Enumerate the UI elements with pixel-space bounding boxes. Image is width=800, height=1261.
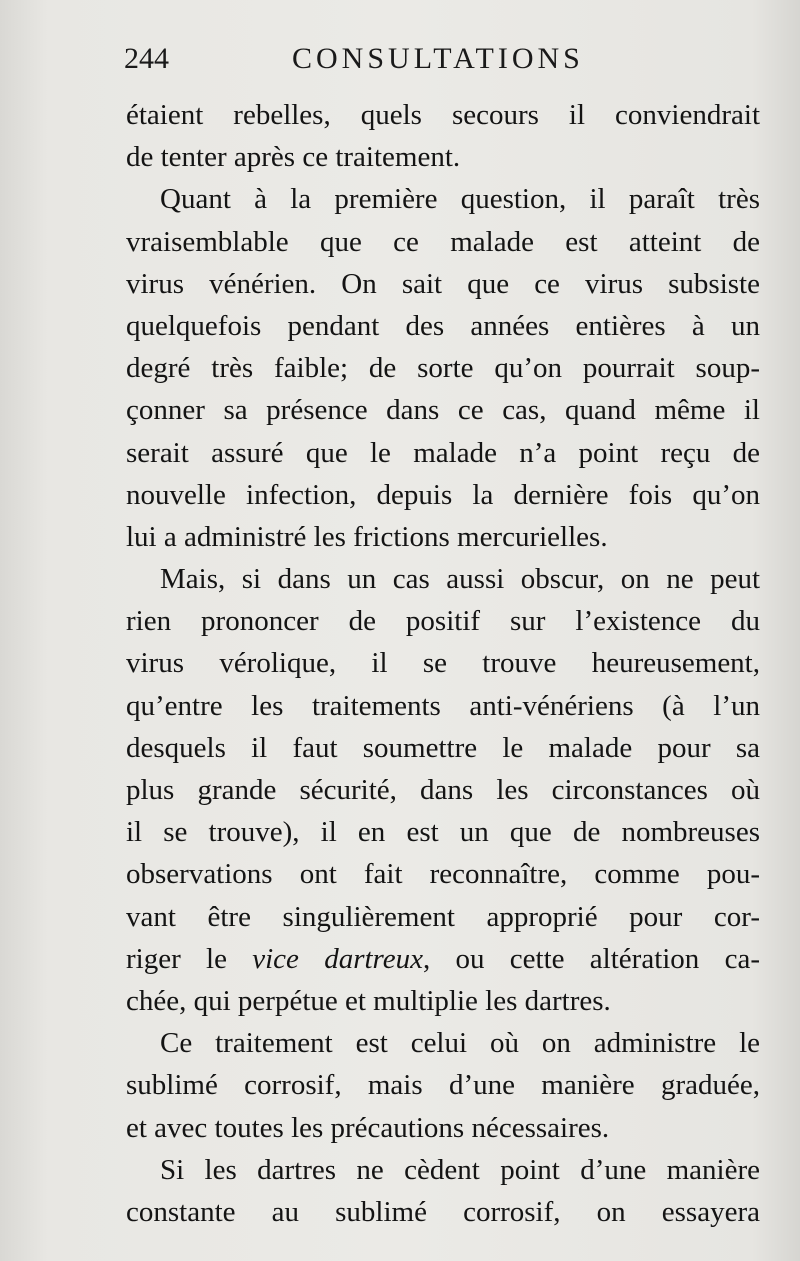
text-line	[126, 938, 760, 980]
text-line: virus vérolique, il se trouve heureusement,	[126, 647, 760, 680]
text-line: nouvelle infection, depuis la dernière fois qu’on	[126, 478, 760, 511]
text-line: il se trouve), il en est un que de nombreuses	[126, 816, 760, 849]
running-title: CONSULTATIONS	[292, 42, 584, 75]
text-line: rien prononcer de positif sur l’existence du	[126, 605, 760, 638]
text-line: lui a administré les frictions mercurielles.	[126, 520, 608, 553]
page-number: 244	[124, 42, 169, 75]
text-line: virus vénérien. On sait que ce virus subsiste	[126, 267, 760, 300]
text-line: Ce traitement est celui où on administre le	[160, 1027, 760, 1060]
text-line: de tenter après ce traitement.	[126, 141, 461, 174]
text-line: étaient rebelles, quels secours il conviendrait	[126, 99, 760, 131]
text-line: desquels il faut soumettre le malade pour sa	[126, 731, 760, 764]
text-line: plus grande sécurité, dans les circonstances où	[126, 774, 760, 806]
text-segment: riger le	[126, 942, 253, 975]
italic-phrase: vice dartreux	[252, 942, 423, 975]
text-line: serait assuré que le malade n’a point reçu de	[126, 436, 760, 469]
text-line: Mais, si dans un cas aussi obscur, on ne peut	[160, 563, 760, 596]
text-line: quelquefois pendant des années entières à un	[126, 309, 760, 342]
text-segment: , ou cette altération ca-	[422, 942, 760, 975]
text-line: chée, qui perpétue et multiplie les dartres.	[126, 984, 611, 1017]
text-line: qu’entre les traitements anti-vénériens (à l’un	[126, 689, 760, 722]
text-line: et avec toutes les précautions nécessaires.	[126, 1111, 610, 1144]
body-text	[126, 94, 760, 1233]
text-line: vant être singulièrement approprié pour cor-	[126, 900, 760, 933]
text-line: observations ont fait reconnaître, comme pou-	[126, 858, 760, 891]
text-line: constante au sublimé corrosif, on essayera	[126, 1195, 760, 1228]
text-line: Quant à la première question, il paraît très	[160, 183, 760, 216]
text-line: degré très faible; de sorte qu’on pourrait soup-	[126, 352, 760, 385]
text-line: vraisemblable que ce malade est atteint de	[126, 225, 760, 258]
running-head	[124, 42, 764, 82]
text-line: sublimé corrosif, mais d’une manière graduée,	[126, 1069, 760, 1102]
text-line: çonner sa présence dans ce cas, quand même il	[126, 394, 760, 427]
text-line: Si les dartres ne cèdent point d’une manière	[160, 1153, 760, 1186]
